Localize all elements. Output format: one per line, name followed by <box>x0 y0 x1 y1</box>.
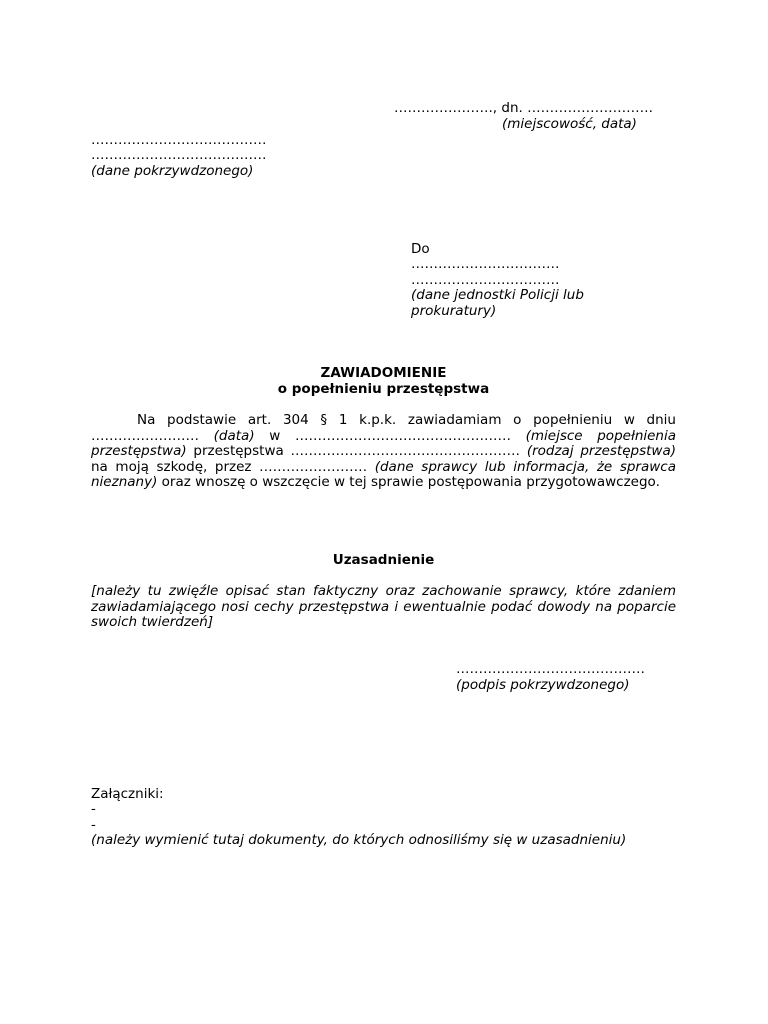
justification-heading: Uzasadnienie <box>332 552 435 568</box>
placeholder-date: (data) <box>213 427 255 444</box>
placeholder-perpetrator: (dane sprawcy lub informacja, że sprawca nieznany) <box>91 458 676 490</box>
victim-line-2: ………………………………… <box>91 147 267 163</box>
document-title: ZAWIADOMIENIE <box>320 365 447 381</box>
victim-caption: (dane pokrzywdzonego) <box>91 163 254 179</box>
placeholder-crime-type: (rodzaj przestępstwa) <box>526 443 676 459</box>
signature-caption: (podpis pokrzywdzonego) <box>456 677 630 693</box>
attachment-item-1: - <box>91 801 96 817</box>
paragraph-text-3: przestępstwa …………………………………………… <box>193 443 521 459</box>
document-subtitle: o popełnieniu przestępstwa <box>277 381 490 397</box>
recipient-caption-1: (dane jednostki Policji lub <box>411 287 584 303</box>
justification-text: [należy tu zwięźle opisać stan faktyczny oraz zachowanie sprawcy, które zdaniem zawiadamiającego nosi cechy przestępstwa i ewentualnie podać dowody na poparcie swoich twierdzeń] <box>91 583 676 630</box>
recipient-line-1: …………………………… <box>411 256 560 272</box>
main-paragraph <box>91 413 676 491</box>
recipient-label: Do <box>411 241 430 257</box>
paragraph-text-1: Na podstawie art. 304 § 1 k.p.k. zawiadamiam o popełnieniu w dniu …………………… <box>91 412 676 444</box>
attachment-item-2: - <box>91 817 96 833</box>
recipient-caption-2: prokuratury) <box>411 303 497 319</box>
signature-line: …………………………………… <box>456 661 645 677</box>
paragraph-text-2: w ………………………………………… <box>269 427 511 444</box>
paragraph-text-5: oraz wnoszę o wszczęcie w tej sprawie postępowania przygotowawczego. <box>161 474 660 490</box>
place-date-caption: (miejscowość, data) <box>502 116 637 132</box>
attachments-label: Załączniki: <box>91 786 164 802</box>
victim-line-1: ………………………………… <box>91 132 267 148</box>
attachments-note: (należy wymienić tutaj dokumenty, do których odnosiliśmy się w uzasadnieniu) <box>91 832 627 848</box>
recipient-line-2: …………………………… <box>411 272 560 288</box>
place-date-line: …………………., dn. ………………………. <box>394 100 653 116</box>
placeholder-crime-place: (miejsce popełnienia przestępstwa) <box>91 427 677 459</box>
paragraph-text-4: na moją szkodę, przez …………………… <box>91 458 368 475</box>
